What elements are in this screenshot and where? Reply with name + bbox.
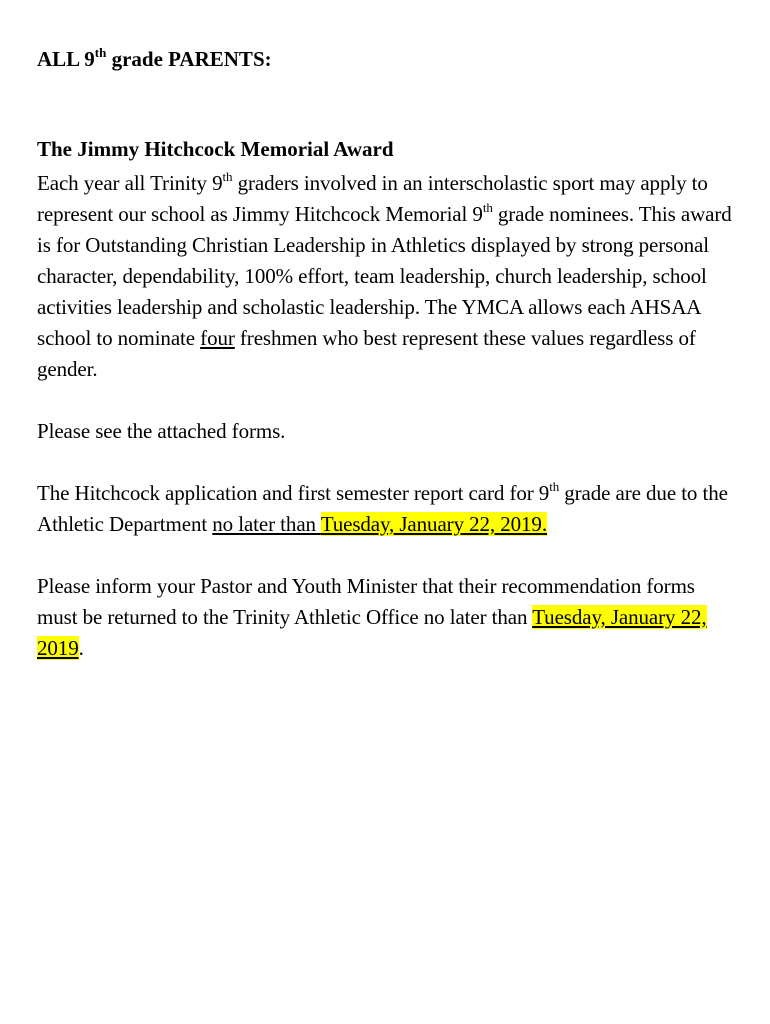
forms-note-paragraph: Please see the attached forms.: [37, 419, 286, 443]
highlighted-period: .: [541, 512, 547, 536]
highlighted-deadline-date: Tuesday, January 22, 2019: [320, 512, 542, 536]
application-deadline-paragraph: [37, 478, 737, 540]
highlighted-deadline-date: Tuesday, January 22, 2019: [37, 605, 707, 660]
award-description-paragraph: [37, 168, 737, 385]
underlined-phrase: no later than: [212, 512, 321, 536]
paragraph-text: .: [78, 636, 84, 660]
underlined-word: four: [200, 326, 235, 350]
heading-text: ALL 9: [37, 47, 95, 71]
ordinal-suffix: th: [549, 479, 560, 494]
ordinal-suffix: th: [482, 200, 493, 215]
award-title: The Jimmy Hitchcock Memorial Award: [37, 137, 394, 161]
parents-heading: [37, 44, 737, 74]
paragraph-text: Please inform your Pastor and Youth Minister that their recommendation forms must be returned to the Trinity Athletic Office no later than: [37, 574, 695, 629]
ordinal-suffix: th: [222, 169, 233, 184]
document-page: [37, 44, 737, 695]
heading-text: grade PARENTS:: [106, 47, 272, 71]
paragraph-text: graders involved in an interscholastic sport may apply to represent our school as Jimmy Hitchcock Memorial 9: [37, 171, 708, 226]
paragraph-text: freshmen who best represent these values regardless of gender.: [37, 326, 696, 381]
ordinal-suffix: th: [94, 45, 107, 60]
paragraph-text: grade are due to the Athletic Department: [37, 481, 728, 536]
paragraph-text: grade nominees. This award is for Outstanding Christian Leadership in Athletics displayed by strong personal character, dependability, 100% effort, team leadership, church leadership, school activities leadership and scholastic leadership. The YMCA allows each AHSAA school to nominate: [37, 202, 732, 350]
recommendation-deadline-paragraph: [37, 571, 737, 664]
paragraph-text: Each year all Trinity 9: [37, 171, 223, 195]
paragraph-text: The Hitchcock application and first semester report card for 9: [37, 481, 550, 505]
